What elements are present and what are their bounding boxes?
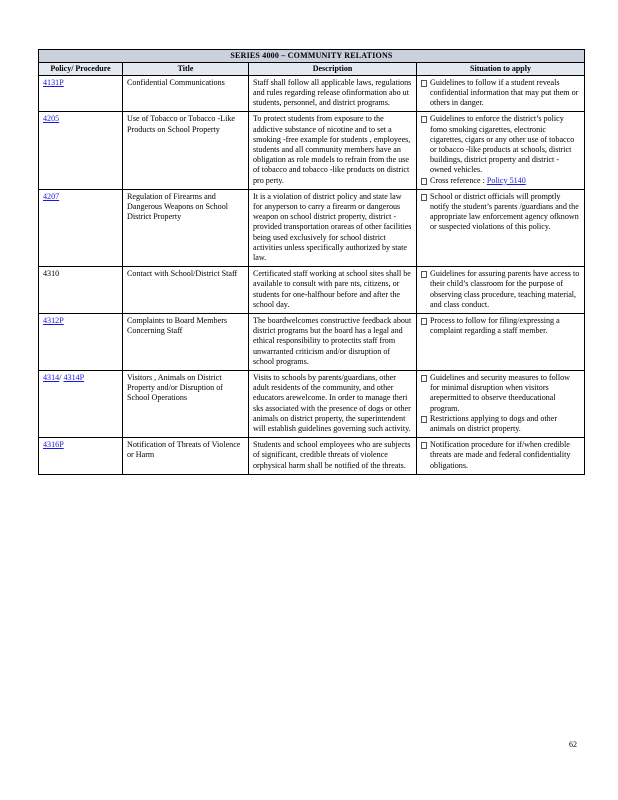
- series-title: SERIES 4000 – COMMUNITY RELATIONS: [39, 50, 585, 63]
- policy-title: Contact with School/District Staff: [123, 267, 249, 314]
- situation-bullet: [421, 176, 580, 186]
- situation-bullet: [421, 78, 580, 109]
- policy-link[interactable]: 4312P: [43, 315, 64, 325]
- policy-title: Regulation of Firearms and Dangerous Weapons on School District Property: [123, 189, 249, 266]
- table-row: [39, 189, 585, 266]
- policy-title: Notification of Threats of Violence or Harm: [123, 438, 249, 475]
- situation-bullet: [421, 373, 580, 414]
- situation-text: Guidelines and security measures to follow for minimal disruption when visitors arepermitted to observe theeducational program.: [430, 372, 571, 413]
- table-row: [39, 112, 585, 189]
- policy-cell: [39, 267, 123, 314]
- policy-cell: [39, 189, 123, 266]
- situation-cell: [417, 189, 585, 266]
- situation-cell: [417, 75, 585, 112]
- policy-description: Certificated staff working at school sites shall be available to consult with pare nts, citizens, or students for one-halfhour before and after the school day.: [249, 267, 417, 314]
- situation-text: School or district officials will promptly notify the student’s parents /guardians and the appropriate law enforcement agency ofknown or suspected violations of this policy.: [430, 191, 579, 232]
- situation-bullet: [421, 414, 580, 434]
- page-number: 62: [569, 740, 577, 749]
- situation-text: Guidelines to follow if a student reveals confidential information that may put them or others in danger.: [430, 77, 579, 108]
- bullet-icon: [421, 194, 427, 201]
- situation-text: Guidelines to enforce the district’s policy fomo smoking cigarettes, electronic cigarettes, cigars or any other use of tobacco or tobacco -like products at schools, district buildings, district property and district - owned vehicles.: [430, 114, 575, 175]
- policy-cell: [39, 75, 123, 112]
- table-row: [39, 267, 585, 314]
- situation-text: Guidelines for assuring parents have access to their child’s classroom for the purpose of observing class procedure, teaching material, and class conduct.: [430, 269, 580, 309]
- policy-cell: [39, 313, 123, 370]
- policy-link[interactable]: 4131P: [43, 77, 64, 87]
- policy-cell: [39, 370, 123, 437]
- policy-description: Visits to schools by parents/guardians, other adult residents of the community, and other educators arewelcome. In order to manage theri sks associated with the presence of dogs or other animals on district property, the superintendent will establish guidelines governing such activity.: [249, 370, 417, 437]
- situation-cell: [417, 313, 585, 370]
- situation-text: Process to follow for filing/expressing a complaint regarding a staff member.: [430, 315, 560, 336]
- situation-bullet: [421, 440, 580, 471]
- cross-reference-link[interactable]: Policy 5140: [486, 175, 526, 185]
- bullet-icon: [421, 416, 427, 423]
- policy-link[interactable]: 4316P: [43, 440, 64, 450]
- situation-text: Restrictions applying to dogs and other animals on district property.: [430, 413, 558, 433]
- situation-cell: [417, 370, 585, 437]
- bullet-icon: [421, 116, 427, 123]
- policy-description: To protect students from exposure to the addictive substance of nicotine and to set a smoking -free example for students , employees, students and all community members have an obligation as role models to refrain from the use of tobacco and tobacco -like products on district pro perty.: [249, 112, 417, 189]
- bullet-icon: [421, 375, 427, 382]
- situation-bullet: [421, 269, 580, 310]
- policy-title: Use of Tobacco or Tobacco -Like Products on School Property: [123, 112, 249, 189]
- bullet-icon: [421, 271, 427, 278]
- situation-bullet: [421, 114, 580, 175]
- header-title: Title: [123, 63, 249, 76]
- table-row: [39, 438, 585, 475]
- policy-cell: [39, 438, 123, 475]
- policy-description: The boardwelcomes constructive feedback about district programs but the board has a legal and ethical responsibility to protectits staff from unwarranted criticism and/or disruption of school programs.: [249, 313, 417, 370]
- policy-title: Complaints to Board Members Concerning Staff: [123, 313, 249, 370]
- situation-cell: [417, 267, 585, 314]
- situation-cell: [417, 438, 585, 475]
- table-row: [39, 75, 585, 112]
- situation-cell: [417, 112, 585, 189]
- policy-cell: [39, 112, 123, 189]
- policy-description: Students and school employees who are subjects of significant, credible threats of violence orphysical harm shall be notified of the threats.: [249, 438, 417, 475]
- policy-text: /: [59, 372, 64, 382]
- header-policy: Policy/ Procedure: [39, 63, 123, 76]
- policy-link[interactable]: 4314: [43, 372, 60, 382]
- header-situation: Situation to apply: [417, 63, 585, 76]
- table-row: [39, 370, 585, 437]
- bullet-icon: [421, 442, 427, 449]
- header-description: Description: [249, 63, 417, 76]
- policy-text: 4310: [43, 269, 60, 279]
- situation-bullet: [421, 192, 580, 233]
- policy-link[interactable]: 4205: [43, 114, 60, 124]
- policy-title: Confidential Communications: [123, 75, 249, 112]
- policy-link[interactable]: 4207: [43, 191, 60, 201]
- situation-text: Notification procedure for if/when credible threats are made and federal confidentiality obligations.: [430, 440, 571, 470]
- bullet-icon: [421, 318, 427, 325]
- policy-title: Visitors , Animals on District Property and/or Disruption of School Operations: [123, 370, 249, 437]
- bullet-icon: [421, 178, 427, 185]
- table-row: [39, 313, 585, 370]
- policy-link[interactable]: 4314P: [63, 372, 85, 382]
- bullet-icon: [421, 80, 427, 87]
- situation-bullet: [421, 316, 580, 336]
- policy-description: It is a violation of district policy and state law for anyperson to carry a firearm or dangerous weapon on school district property, district - provided transportation orareas of other facilities being used exclusively for school district activities unless specifically authorized by state law.: [249, 189, 417, 266]
- situation-text: Cross reference :: [430, 175, 487, 185]
- policy-table: [38, 49, 585, 475]
- policy-description: Staff shall follow all applicable laws, regulations and rules regarding release ofinformation abo ut students, personnel, and district programs.: [249, 75, 417, 112]
- table-body: [39, 75, 585, 474]
